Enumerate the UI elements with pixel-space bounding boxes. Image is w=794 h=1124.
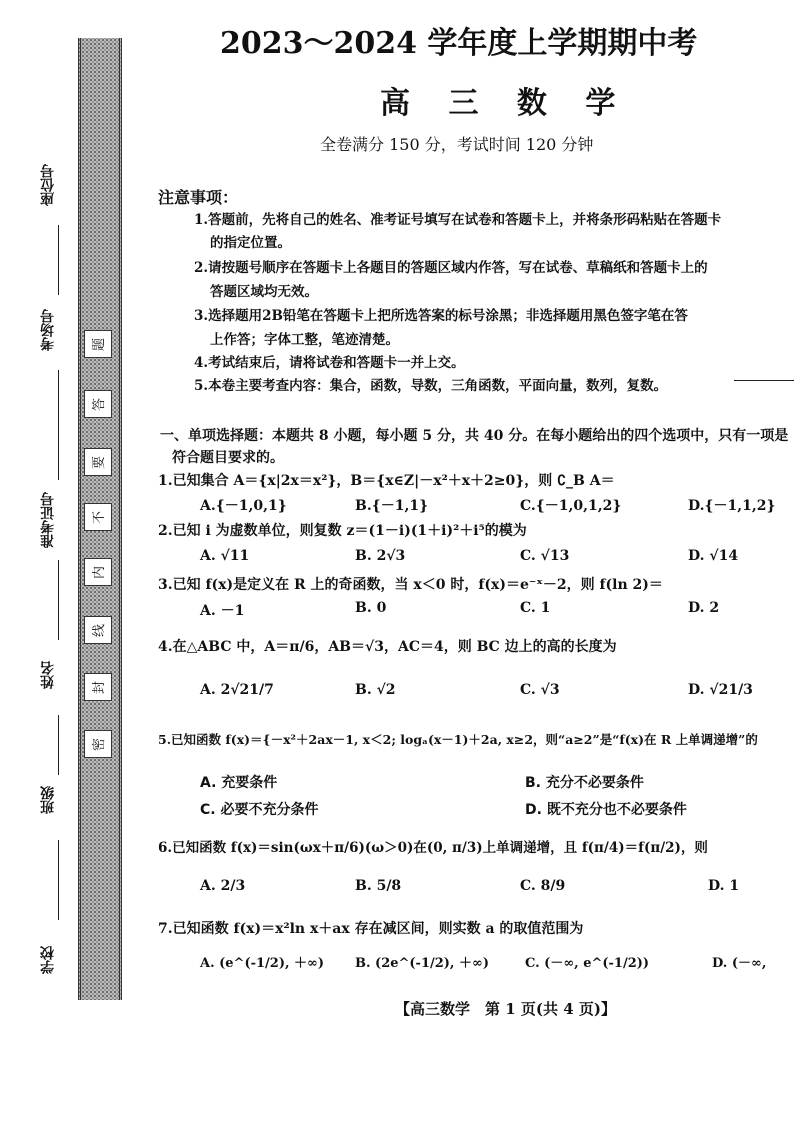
- exam-title: 2023～2024 学年度上学期期中考: [220, 26, 698, 61]
- question-1-option-d: D.{－1,1,2}: [688, 498, 776, 514]
- question-4-option-b: B. √2: [355, 682, 396, 698]
- seal-char-2: 答: [84, 390, 112, 418]
- notice-line-4: 答题区域均无效。: [210, 284, 318, 300]
- seal-char-1: 题: [84, 330, 112, 358]
- question-7-option-c: C. (－∞, e^(-1/2)): [525, 956, 650, 971]
- seal-char-5: 内: [84, 558, 112, 586]
- notice-line-2: 的指定位置。: [210, 235, 291, 251]
- notice-heading: 注意事项：: [158, 188, 239, 207]
- seal-char-8: 密: [84, 730, 112, 758]
- question-7-stem: 7.已知函数 f(x)＝x²ln x＋ax 存在减区间，则实数 a 的取值范围为: [158, 921, 584, 937]
- admission-number-line: [58, 560, 59, 640]
- class-label: 班级: [40, 786, 56, 814]
- binding-strip: [72, 38, 122, 1000]
- question-4-option-a: A. 2√21/7: [200, 682, 274, 698]
- question-5-option-c: C. 必要不充分条件: [200, 802, 319, 818]
- question-2-option-a: A. √11: [200, 548, 250, 564]
- seat-number-line: [58, 225, 59, 295]
- seal-char-3: 要: [84, 448, 112, 476]
- class-line: [58, 840, 59, 920]
- question-5-option-d: D. 既不充分也不必要条件: [525, 802, 687, 818]
- exam-room-line: [58, 370, 59, 480]
- question-6-stem: 6.已知函数 f(x)＝sin(ωx＋π/6)(ω＞0)在(0, π/3)上单调递增，且 f(π/4)＝f(π/2)，则: [158, 840, 708, 856]
- question-1-option-b: B.{－1,1}: [355, 498, 429, 514]
- question-3-stem: 3.已知 f(x)是定义在 R 上的奇函数，当 x＜0 时，f(x)＝e⁻ˣ－2，则 f(ln 2)＝: [158, 577, 663, 593]
- question-7-option-d: D. (－∞,: [712, 956, 767, 971]
- question-6-option-d: D. 1: [708, 878, 740, 894]
- notice-line-6: 上作答；字体工整，笔迹清楚。: [210, 332, 399, 348]
- question-5-option-a: A. 充要条件: [200, 775, 278, 791]
- seat-number-label: 座位号: [40, 164, 56, 206]
- name-label: 姓名: [40, 661, 56, 689]
- question-4-option-d: D. √21/3: [688, 682, 753, 698]
- exam-room-label: 考场号: [40, 309, 56, 351]
- question-7-option-a: A. (e^(-1/2), ＋∞): [200, 956, 325, 971]
- section-1-line-2: 符合题目要求的。: [172, 450, 284, 466]
- question-1-option-c: C.{－1,0,1,2}: [520, 498, 622, 514]
- notice-line-7: 4.考试结束后，请将试卷和答题卡一并上交。: [194, 355, 465, 371]
- notice-line-3: 2.请按题号顺序在答题卡上各题目的答题区域内作答，写在试卷、草稿纸和答题卡上的: [194, 260, 708, 276]
- notice-line-5: 3.选择题用2B铅笔在答题卡上把所选答案的标号涂黑；非选择题用黑色签字笔在答: [194, 308, 688, 324]
- notice-line-8: 5.本卷主要考查内容：集合，函数，导数，三角函数，平面向量，数列，复数。: [194, 378, 668, 394]
- notice-dash: [734, 380, 794, 381]
- question-3-option-c: C. 1: [520, 600, 551, 616]
- section-1-line-1: 一、单项选择题：本题共 8 小题，每小题 5 分，共 40 分。在每小题给出的四个选项中，只有一项是: [160, 428, 789, 444]
- question-2-option-b: B. 2√3: [355, 548, 406, 564]
- question-2-option-c: C. √13: [520, 548, 570, 564]
- exam-subject: 高 三 数 学: [380, 86, 630, 121]
- question-1-option-a: A.{－1,0,1}: [200, 498, 287, 514]
- question-3-option-a: A. －1: [200, 603, 245, 619]
- school-label: 学校: [40, 946, 56, 974]
- notice-line-1: 1.答题前，先将自己的姓名、准考证号填写在试卷和答题卡上，并将条形码粘贴在答题卡: [194, 212, 722, 228]
- seal-char-7: 封: [84, 673, 112, 701]
- seal-char-4: 不: [84, 503, 112, 531]
- question-4-stem: 4.在△ABC 中，A＝π/6，AB＝√3，AC＝4，则 BC 边上的高的长度为: [158, 639, 617, 655]
- question-1-stem: 1.已知集合 A＝{x|2x＝x²}，B＝{x∈Z|－x²＋x＋2≥0}，则 ∁_B A＝: [158, 473, 615, 489]
- exam-meta: 全卷满分 150 分，考试时间 120 分钟: [320, 135, 594, 154]
- question-3-option-d: D. 2: [688, 600, 720, 616]
- question-3-option-b: B. 0: [355, 600, 387, 616]
- question-6-option-c: C. 8/9: [520, 878, 566, 894]
- question-2-option-d: D. √14: [688, 548, 739, 564]
- question-2-stem: 2.已知 i 为虚数单位，则复数 z＝(1－i)(1＋i)²＋i⁵的模为: [158, 523, 527, 539]
- admission-number-label: 准考证号: [40, 492, 56, 548]
- question-6-option-a: A. 2/3: [200, 878, 246, 894]
- page-footer: 【高三数学 第 1 页(共 4 页)】: [395, 1000, 616, 1018]
- question-6-option-b: B. 5/8: [355, 878, 402, 894]
- question-4-option-c: C. √3: [520, 682, 560, 698]
- question-5-option-b: B. 充分不必要条件: [525, 775, 644, 791]
- question-7-option-b: B. (2e^(-1/2), ＋∞): [355, 956, 489, 971]
- seal-char-6: 线: [84, 616, 112, 644]
- question-5-stem: 5.已知函数 f(x)＝{－x²＋2ax－1, x＜2; logₐ(x－1)＋2a, x≥2，则“a≥2”是“f(x)在 R 上单调递增”的: [158, 732, 758, 747]
